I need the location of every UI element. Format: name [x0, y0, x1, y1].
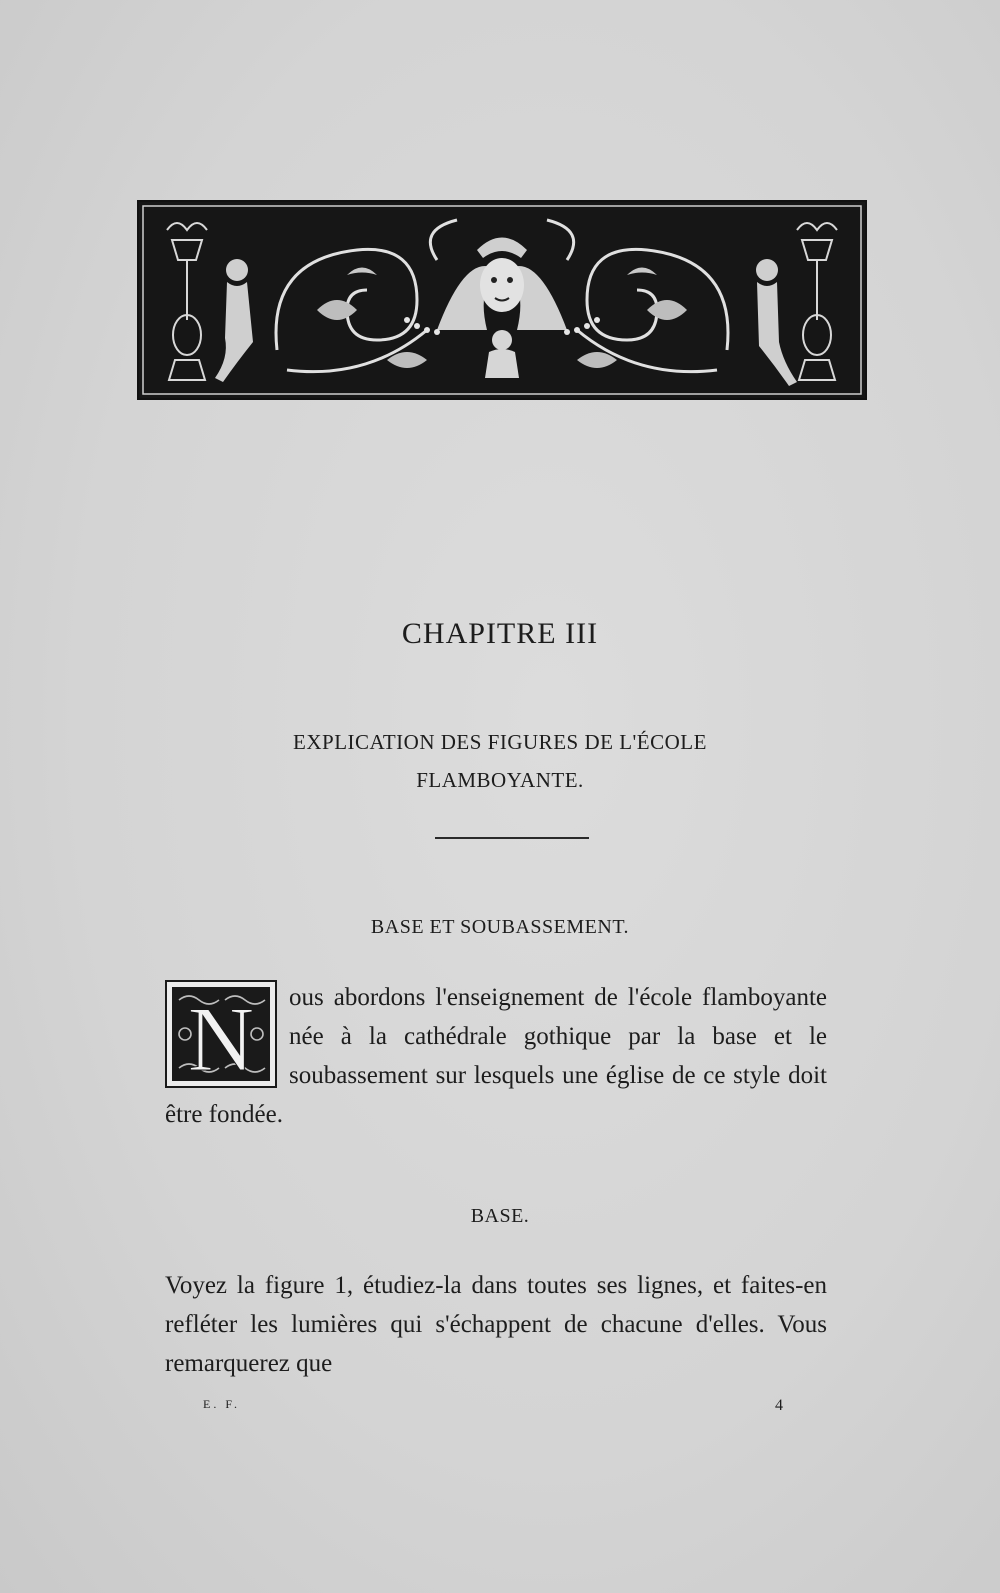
- section-paragraph-text: ous abordons l'enseignement de l'école flamboyante née à la cathédrale gothique par la base et le soubassement sur lesquels une église de ce style doit être fondée.: [165, 984, 827, 1128]
- section-heading: BASE ET SOUBASSEMENT.: [370, 916, 630, 938]
- chapter-subtitle-line-1: EXPLICATION DES FIGURES DE L'ÉCOLE: [293, 730, 707, 754]
- chapter-subtitle: [0, 723, 1000, 799]
- ornamental-headpiece: [137, 200, 867, 400]
- section-heading: BASE.: [470, 1205, 530, 1227]
- page-number: 4: [775, 1397, 786, 1414]
- drop-cap-initial: [165, 980, 277, 1088]
- section-paragraph: [165, 978, 827, 1134]
- svg-text:N: N: [187, 988, 255, 1088]
- section-paragraph: Voyez la figure 1, étudiez-la dans toutes ses lignes, et faites-en refléter les lumières qui s'échappent de chacune d'elles. Vous remarquerez que: [165, 1272, 827, 1377]
- footer-signature: E. F.: [203, 1397, 241, 1411]
- divider-rule: [435, 837, 589, 839]
- chapter-title: CHAPITRE III: [401, 617, 599, 650]
- chapter-subtitle-line-2: FLAMBOYANTE.: [416, 768, 584, 792]
